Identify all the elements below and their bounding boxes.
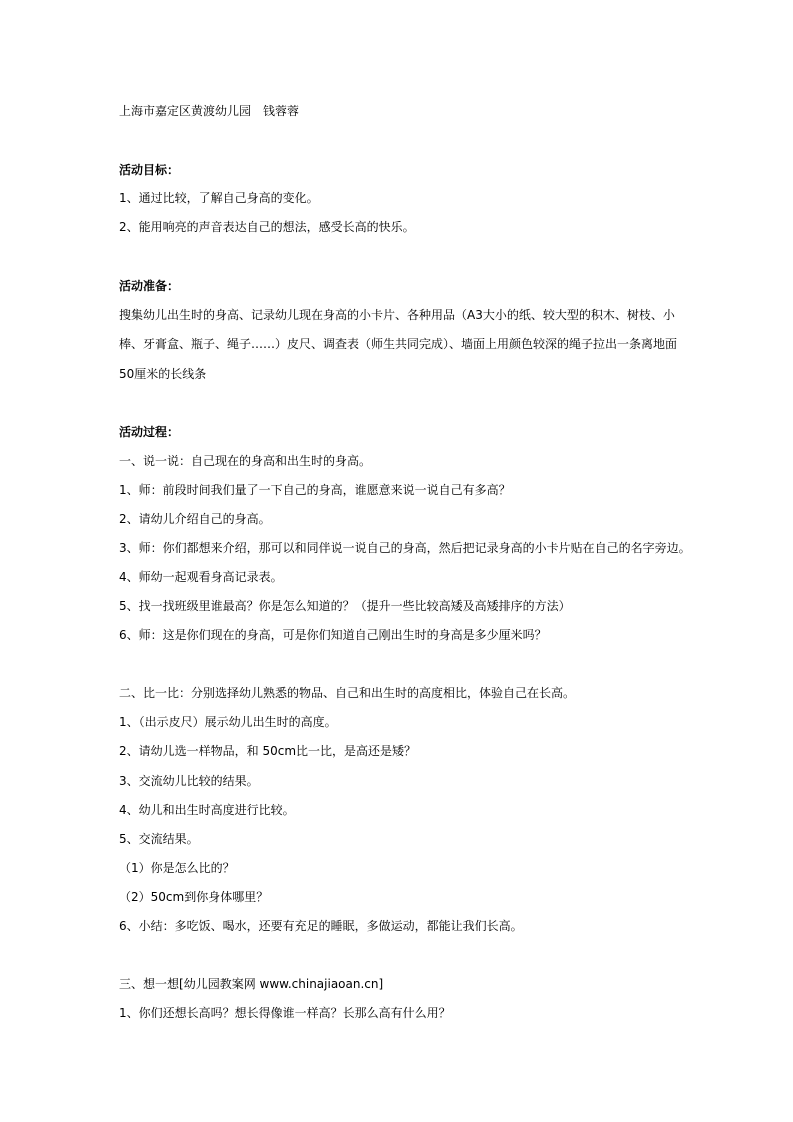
prep-line: 50厘米的长线条: [119, 367, 207, 381]
part1-item: 5、找一找班级里谁最高？你是怎么知道的？（提升一些比较高矮及高矮排序的方法）: [119, 599, 571, 613]
goals-heading: 活动目标：: [119, 163, 180, 177]
part1-item: 1、师：前段时间我们量了一下自己的身高，谁愿意来说一说自己有多高？: [119, 483, 511, 497]
part3-title: [119, 976, 383, 992]
prep-heading: 活动准备：: [119, 279, 180, 293]
part1-item: 2、请幼儿介绍自己的身高。: [119, 512, 271, 526]
part2-item: （2）50cm到你身体哪里？: [119, 890, 269, 904]
process-heading: 活动过程：: [119, 425, 180, 439]
goal-item: 1、通过比较，了解自己身高的变化。: [119, 191, 319, 205]
site-link[interactable]: [幼儿园教案网 www.chinajiaoan.cn]: [179, 977, 384, 991]
part2-item: 4、幼儿和出生时高度进行比较。: [119, 803, 295, 817]
part2-item: 3、交流幼儿比较的结果。: [119, 774, 259, 788]
prep-line: 搜集幼儿出生时的身高、记录幼儿现在身高的小卡片、各种用品（A3大小的纸、较大型的积木、树枝、小: [119, 308, 675, 322]
part1-title: 一、说一说：自己现在的身高和出生时的身高。: [119, 454, 372, 468]
part2-item: （1）你是怎么比的？: [119, 861, 235, 875]
prep-line: 棒、牙膏盒、瓶子、绳子……）皮尺、调查表（师生共同完成）、墙面上用颜色较深的绳子拉出一条离地面: [119, 337, 678, 351]
part2-item: 5、交流结果。: [119, 832, 199, 846]
part2-title: 二、比一比：分别选择幼儿熟悉的物品、自己和出生时的高度相比，体验自己在长高。: [119, 686, 576, 700]
part2-item: 2、请幼儿选一样物品，和 50cm比一比，是高还是矮？: [119, 744, 417, 758]
part1-item: 3、师：你们都想来介绍，那可以和同伴说一说自己的身高，然后把记录身高的小卡片贴在自己的名字旁边。: [119, 541, 691, 555]
goal-item: 2、能用响亮的声音表达自己的想法，感受长高的快乐。: [119, 220, 415, 234]
part1-item: 4、师幼一起观看身高记录表。: [119, 570, 283, 584]
part2-item: 6、小结：多吃饭、喝水，还要有充足的睡眠，多做运动，都能让我们长高。: [119, 919, 523, 933]
author-line: 上海市嘉定区黄渡幼儿园 钱蓉蓉: [119, 104, 300, 118]
part3-title-prefix: 三、想一想: [119, 977, 180, 991]
part1-item: 6、师：这是你们现在的身高，可是你们知道自己刚出生时的身高是多少厘米吗？: [119, 628, 547, 642]
part3-item: 1、你们还想长高吗？想长得像谁一样高？长那么高有什么用？: [119, 1006, 451, 1020]
part2-item: 1、（出示皮尺）展示幼儿出生时的高度。: [119, 715, 337, 729]
